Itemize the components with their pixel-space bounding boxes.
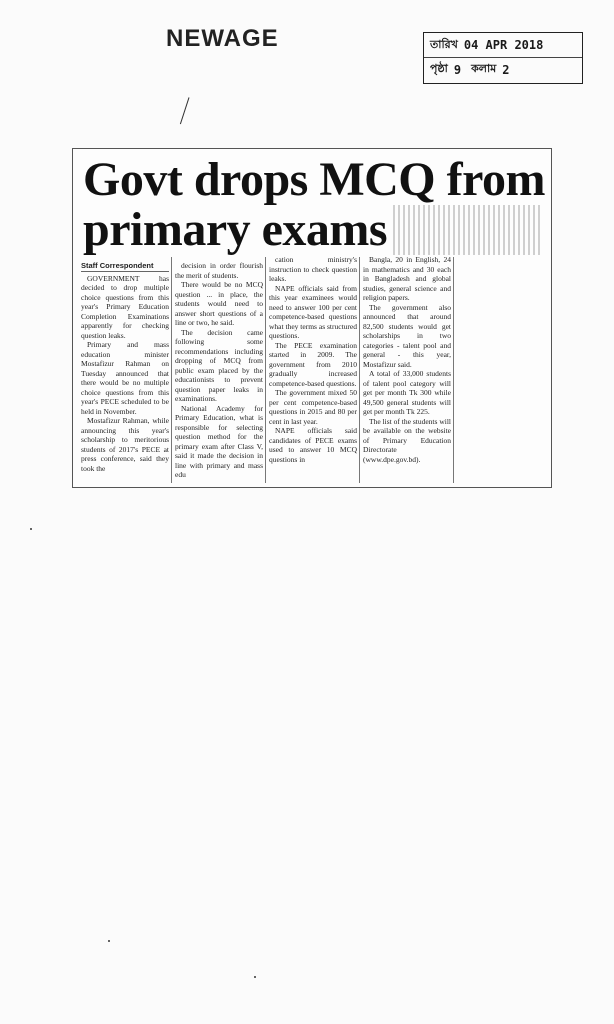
stamp-column-value: 2 — [502, 62, 510, 77]
stamp-page-row — [424, 57, 582, 81]
paragraph: cation ministry's instruction to check question leaks. — [269, 255, 357, 283]
article-column-3 — [269, 255, 357, 483]
paragraph: NAPE officials said from this year examinees would need to answer 100 per cent competence-based questions what they terms as structured questions. — [269, 283, 357, 340]
article-body — [81, 255, 549, 483]
paragraph: The list of the students will be available on the website of Primary Education Directorate (www.dpe.gov.bd). — [363, 416, 451, 464]
paragraph: The government also announced that around 82,500 students would get scholarships in two categories - talent pool and general - this year, Mostafizur said. — [363, 302, 451, 369]
article-column-2 — [175, 261, 263, 483]
paragraph: NAPE officials said candidates of PECE exams used to answer 10 MCQ questions in — [269, 426, 357, 464]
headline-line-2: primary exams — [83, 203, 388, 256]
paragraph: Primary and mass education minister Mostafizur Rahman on Tuesday announced that there would be no multiple choice questions from this year's PECE scheduled to be held in November. — [81, 340, 169, 416]
article-clipping — [72, 148, 552, 488]
stamp-date-row — [424, 33, 582, 57]
scan-speck — [30, 528, 32, 530]
paragraph: There would be no MCQ question ... in place, the students would need to answer short questions of a line or two, he said. — [175, 280, 263, 327]
scan-speck — [108, 940, 110, 942]
article-byline: Staff Correspondent — [81, 261, 169, 272]
paragraph: The PECE examination started in 2009. The government from 2010 gradually increased competence-based questions. — [269, 340, 357, 388]
article-column-4 — [363, 255, 451, 483]
paragraph: GOVERNMENT has decided to drop multiple choice questions from this year's Primary Education Completion Examinations apparently for checking question leaks. — [81, 273, 169, 340]
headline-line-1: Govt drops MCQ from — [83, 153, 546, 206]
stamp-date-value: 04 APR 2018 — [463, 38, 544, 52]
paragraph: National Academy for Primary Education, what is responsible for selecting question method for the primary exam after Class V, said it made the decision in line with primary and mass edu — [175, 403, 263, 479]
paragraph: The decision came following some recommendations including dropping of MCQ from public exam placed by the educationists to prevent question paper leaks in examinations. — [175, 327, 263, 403]
stamp-column-label: কলাম — [471, 62, 497, 75]
paragraph: Mostafizur Rahman, while announcing this year's scholarship to meritorious students of 2017's PECE at press conference, said they took the — [81, 416, 169, 473]
article-headline — [83, 155, 552, 255]
pen-stroke-mark — [180, 97, 197, 126]
paragraph: Bangla, 20 in English, 24 in mathematics and 30 each in Bangladesh and global studies, general science and religion papers. — [363, 255, 451, 302]
stamp-date-label: তারিখ — [430, 37, 458, 51]
stamp-page-label: পৃষ্ঠা — [430, 62, 448, 75]
paragraph: A total of 33,000 students of talent pool category will get per month Tk 300 while 49,500 general students will get per month Tk 225. — [363, 369, 451, 416]
paragraph: decision in order flourish the merit of students. — [175, 261, 263, 280]
paragraph: The government mixed 50 per cent competence-based questions in 2015 and 80 per cent in last year. — [269, 388, 357, 426]
article-column-1 — [81, 261, 169, 483]
newspaper-masthead: NEWAGE — [166, 25, 279, 52]
scan-speck — [254, 976, 256, 978]
stamp-page-value: 9 — [453, 62, 462, 77]
archive-stamp — [423, 32, 583, 84]
